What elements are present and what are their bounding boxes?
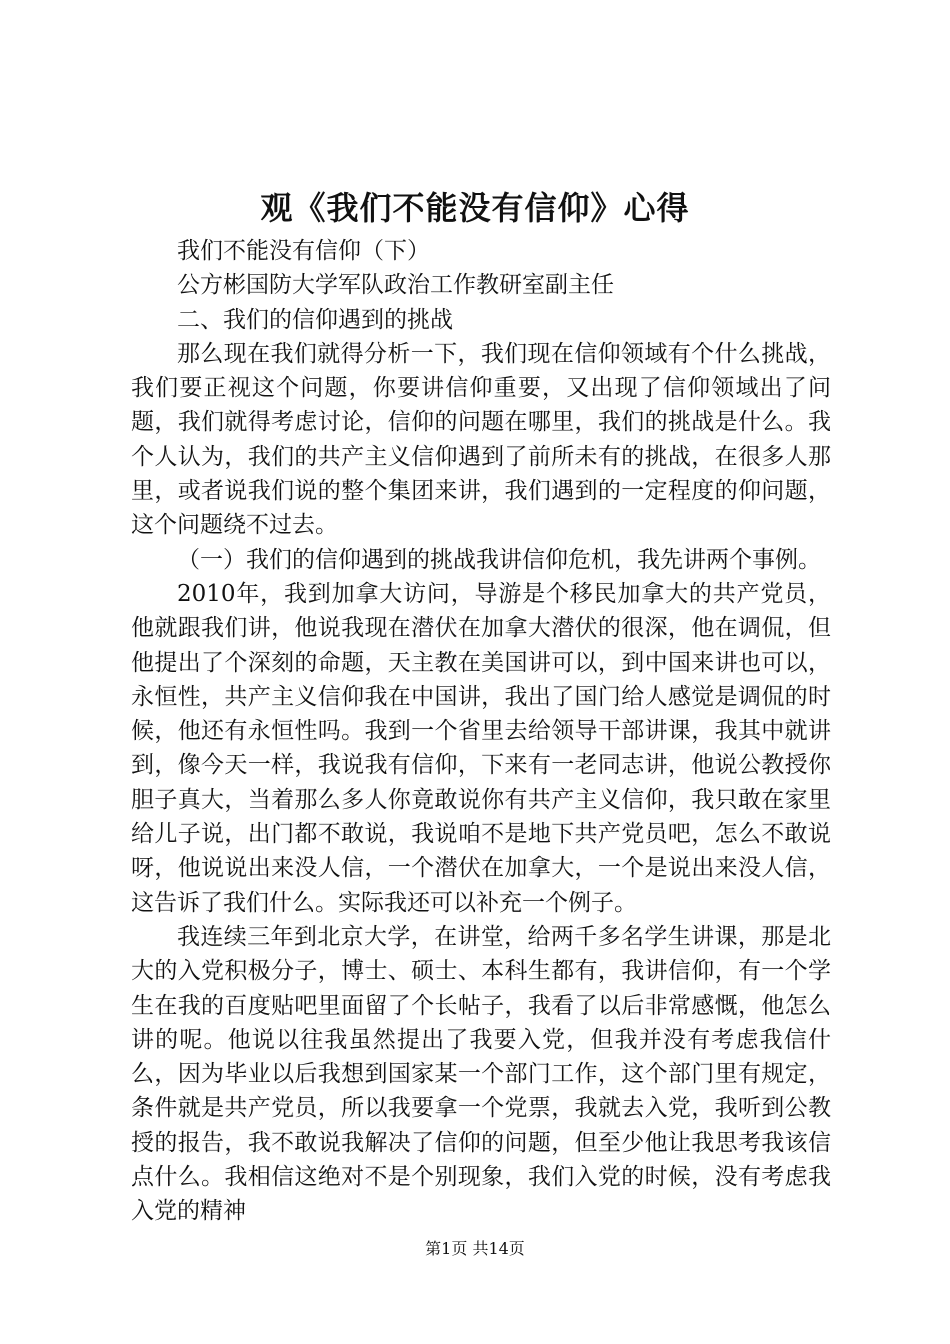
section-heading: 二、我们的信仰遇到的挑战 xyxy=(177,306,453,333)
document-body xyxy=(131,234,831,1229)
page-footer: 第1页 共14页 xyxy=(425,1239,525,1258)
author-line: 公方彬国防大学军队政治工作教研室副主任 xyxy=(177,272,614,299)
body-paragraph: 2010年，我到加拿大访问，导游是个移民加拿大的共产党员，他就跟我们讲，他说我现在潜伏在加拿大潜伏的很深，他在调侃，但他提出了个深刻的命题，天主教在美国讲可以，到中国来讲也可以，永恒性，共产主义信仰我在中国讲，我出了国门给人感觉是调侃的时候，他还有永恒性吗。我到一个省里去给领导干部讲课，我其中就讲到，像今天一样，我说我有信仰，下来有一老同志讲，他说公教授你胆子真大，当着那么多人你竟敢说你有共产主义信仰，我只敢在家里给儿子说，出门都不敢说，我说咱不是地下共产党员吧，怎么不敢说呀，他说说出来没人信，一个潜伏在加拿大，一个是说出来没人信，这告诉了我们什么。实际我还可以补充一个例子。 xyxy=(131,580,831,916)
body-paragraph: 我连续三年到北京大学，在讲堂，给两千多名学生讲课，那是北大的入党积极分子，博士、硕士、本科生都有，我讲信仰，有一个学生在我的百度贴吧里面留了个长帖子，我看了以后非常感慨，他怎么讲的呢。他说以往我虽然提出了我要入党，但我并没有考虑我信什么，因为毕业以后我想到国家某一个部门工作，这个部门里有规定，条件就是共产党员，所以我要拿一个党票，我就去入党，我听到公教授的报告，我不敢说我解决了信仰的问题，但至少他让我思考我该信点什么。我相信这绝对不是个别现象，我们入党的时候，没有考虑我入党的精神 xyxy=(131,923,831,1225)
body-paragraph: （一）我们的信仰遇到的挑战我讲信仰危机，我先讲两个事例。 xyxy=(177,546,821,573)
document-title: 观《我们不能没有信仰》心得 xyxy=(260,189,690,227)
subtitle-line: 我们不能没有信仰（下） xyxy=(177,238,430,264)
body-paragraph: 那么现在我们就得分析一下，我们现在信仰领域有个什么挑战，我们要正视这个问题，你要讲信仰重要，又出现了信仰领域出了问题，我们就得考虑讨论，信仰的问题在哪里，我们的挑战是什么。我个人认为，我们的共产主义信仰遇到了前所未有的挑战，在很多人那里，或者说我们说的整个集团来讲，我们遇到的一定程度的仰问题，这个问题绕不过去。 xyxy=(131,340,831,539)
